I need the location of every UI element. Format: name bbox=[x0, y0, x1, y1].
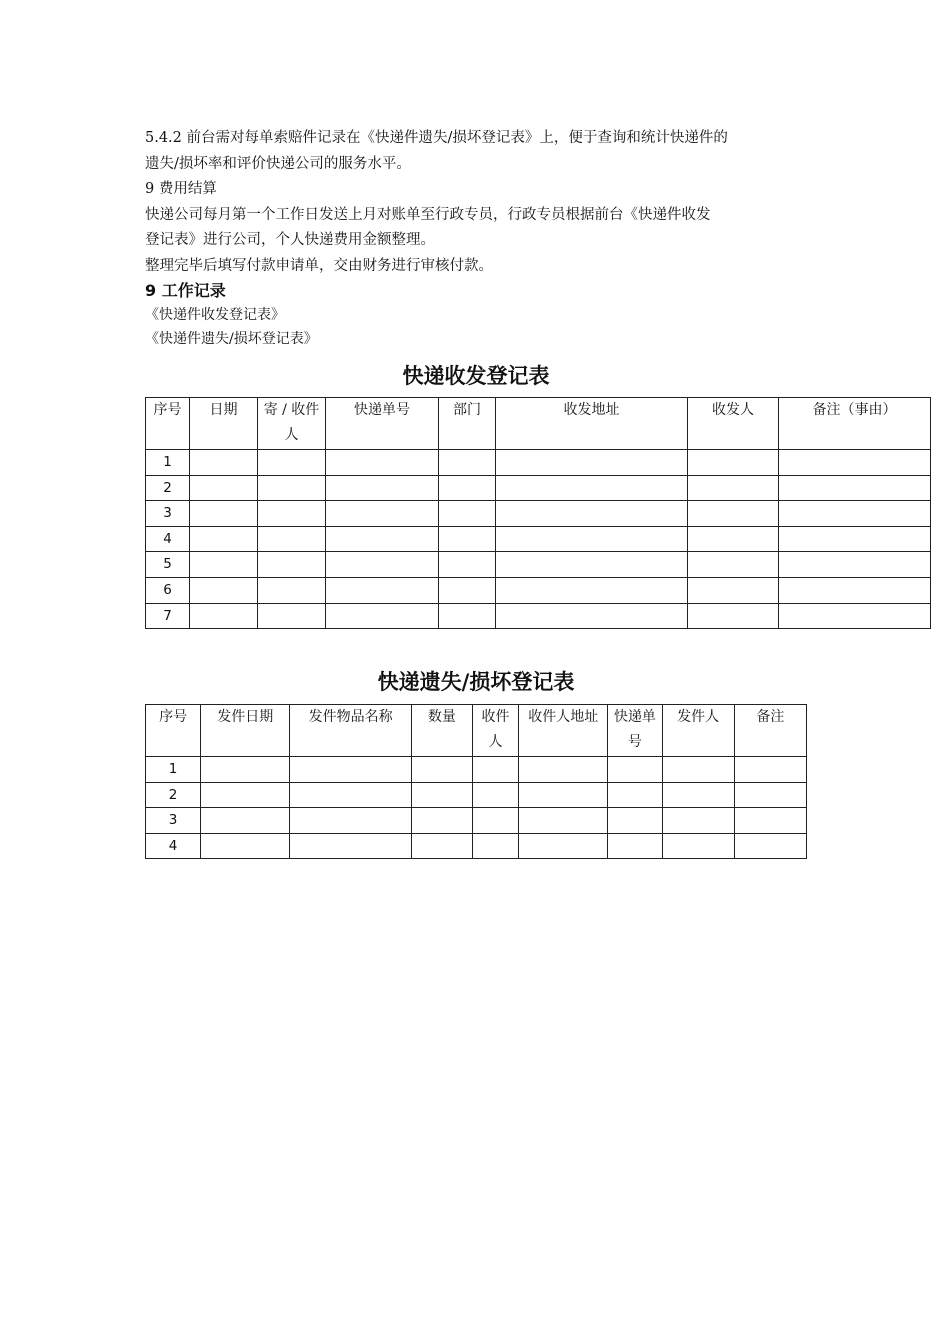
record-list-item: 《快递件收发登记表》 bbox=[145, 307, 285, 323]
empty-cell[interactable] bbox=[326, 450, 439, 476]
paragraph: 9 费用结算 bbox=[145, 181, 217, 197]
empty-cell[interactable] bbox=[290, 808, 411, 834]
empty-cell[interactable] bbox=[472, 833, 518, 859]
paragraph: 5.4.2 前台需对每单索赔件记录在《快递件遗失/损坏登记表》上，便于查询和统计快递件的 bbox=[145, 130, 728, 146]
empty-cell[interactable] bbox=[290, 833, 411, 859]
empty-cell[interactable] bbox=[688, 450, 779, 476]
table2-body bbox=[146, 757, 807, 859]
empty-cell[interactable] bbox=[290, 757, 411, 783]
empty-cell[interactable] bbox=[734, 808, 806, 834]
empty-cell[interactable] bbox=[326, 603, 439, 629]
paragraph: 整理完毕后填写付款申请单，交由财务进行审核付款。 bbox=[145, 257, 493, 274]
empty-cell[interactable] bbox=[662, 808, 734, 834]
empty-cell[interactable] bbox=[688, 603, 779, 629]
empty-cell[interactable] bbox=[608, 757, 662, 783]
header-cell: 收件人 bbox=[472, 705, 518, 757]
table-row bbox=[146, 757, 807, 783]
empty-cell[interactable] bbox=[734, 782, 806, 808]
empty-cell[interactable] bbox=[496, 526, 688, 552]
empty-cell[interactable] bbox=[779, 501, 931, 527]
row-number-cell: 4 bbox=[146, 833, 201, 859]
table-row bbox=[146, 577, 931, 603]
table-row bbox=[146, 603, 931, 629]
header-cell: 收件人地址 bbox=[519, 705, 608, 757]
table-row bbox=[146, 782, 807, 808]
empty-cell[interactable] bbox=[258, 475, 326, 501]
empty-cell[interactable] bbox=[519, 808, 608, 834]
table2-title: 快递遗失/损坏登记表 bbox=[377, 669, 575, 694]
header-cell: 收发人 bbox=[688, 398, 779, 450]
empty-cell[interactable] bbox=[662, 782, 734, 808]
empty-cell[interactable] bbox=[439, 577, 496, 603]
row-number-cell: 2 bbox=[146, 475, 190, 501]
empty-cell[interactable] bbox=[779, 603, 931, 629]
empty-cell[interactable] bbox=[608, 782, 662, 808]
paragraph: 快递公司每月第一个工作日发送上月对账单至行政专员，行政专员根据前台《快递件收发 bbox=[145, 206, 711, 223]
section-heading: 9 工作记录 bbox=[145, 281, 226, 300]
empty-cell[interactable] bbox=[258, 552, 326, 578]
table1-body bbox=[146, 450, 931, 629]
row-number-cell: 2 bbox=[146, 782, 201, 808]
empty-cell[interactable] bbox=[326, 577, 439, 603]
empty-cell[interactable] bbox=[779, 450, 931, 476]
empty-cell[interactable] bbox=[439, 552, 496, 578]
empty-cell[interactable] bbox=[519, 833, 608, 859]
empty-cell[interactable] bbox=[411, 757, 472, 783]
empty-cell[interactable] bbox=[190, 450, 258, 476]
empty-cell[interactable] bbox=[326, 526, 439, 552]
loss-damage-register-table bbox=[145, 704, 807, 859]
empty-cell[interactable] bbox=[608, 833, 662, 859]
row-number-cell: 6 bbox=[146, 577, 190, 603]
empty-cell[interactable] bbox=[662, 757, 734, 783]
empty-cell[interactable] bbox=[472, 782, 518, 808]
table-row bbox=[146, 552, 931, 578]
empty-cell[interactable] bbox=[258, 501, 326, 527]
empty-cell[interactable] bbox=[779, 475, 931, 501]
shipping-register-table bbox=[145, 397, 931, 629]
empty-cell[interactable] bbox=[496, 475, 688, 501]
empty-cell[interactable] bbox=[496, 577, 688, 603]
empty-cell[interactable] bbox=[496, 552, 688, 578]
header-cell: 发件物品名称 bbox=[290, 705, 411, 757]
row-number-cell: 1 bbox=[146, 757, 201, 783]
table-row bbox=[146, 808, 807, 834]
empty-cell[interactable] bbox=[439, 526, 496, 552]
empty-cell[interactable] bbox=[734, 757, 806, 783]
empty-cell[interactable] bbox=[662, 833, 734, 859]
empty-cell[interactable] bbox=[608, 808, 662, 834]
document-body bbox=[145, 126, 935, 351]
table-row bbox=[146, 450, 931, 476]
row-number-cell: 3 bbox=[146, 808, 201, 834]
row-number-cell: 3 bbox=[146, 501, 190, 527]
header-cell: 发件人 bbox=[662, 705, 734, 757]
empty-cell[interactable] bbox=[190, 526, 258, 552]
header-cell: 备注（事由） bbox=[779, 398, 931, 450]
empty-cell[interactable] bbox=[688, 475, 779, 501]
empty-cell[interactable] bbox=[190, 552, 258, 578]
empty-cell[interactable] bbox=[411, 808, 472, 834]
empty-cell[interactable] bbox=[258, 603, 326, 629]
empty-cell[interactable] bbox=[326, 552, 439, 578]
empty-cell[interactable] bbox=[201, 782, 290, 808]
table-row bbox=[146, 501, 931, 527]
empty-cell[interactable] bbox=[190, 501, 258, 527]
empty-cell[interactable] bbox=[190, 475, 258, 501]
empty-cell[interactable] bbox=[201, 833, 290, 859]
empty-cell[interactable] bbox=[519, 782, 608, 808]
header-cell: 数量 bbox=[411, 705, 472, 757]
header-cell: 寄 / 收件人 bbox=[258, 398, 326, 450]
empty-cell[interactable] bbox=[201, 808, 290, 834]
table-row bbox=[146, 526, 931, 552]
header-cell: 快递单号 bbox=[326, 398, 439, 450]
header-cell: 备注 bbox=[734, 705, 806, 757]
table1-title: 快递收发登记表 bbox=[402, 363, 550, 388]
empty-cell[interactable] bbox=[439, 501, 496, 527]
empty-cell[interactable] bbox=[688, 577, 779, 603]
paragraph: 登记表》进行公司，个人快递费用金额整理。 bbox=[145, 232, 435, 248]
empty-cell[interactable] bbox=[496, 501, 688, 527]
row-number-cell: 4 bbox=[146, 526, 190, 552]
empty-cell[interactable] bbox=[326, 501, 439, 527]
row-number-cell: 1 bbox=[146, 450, 190, 476]
empty-cell[interactable] bbox=[190, 603, 258, 629]
header-cell: 收发地址 bbox=[496, 398, 688, 450]
empty-cell[interactable] bbox=[688, 501, 779, 527]
empty-cell[interactable] bbox=[439, 450, 496, 476]
empty-cell[interactable] bbox=[439, 475, 496, 501]
empty-cell[interactable] bbox=[290, 782, 411, 808]
row-number-cell: 7 bbox=[146, 603, 190, 629]
empty-cell[interactable] bbox=[411, 782, 472, 808]
empty-cell[interactable] bbox=[258, 450, 326, 476]
empty-cell[interactable] bbox=[779, 577, 931, 603]
empty-cell[interactable] bbox=[779, 526, 931, 552]
empty-cell[interactable] bbox=[496, 603, 688, 629]
empty-cell[interactable] bbox=[519, 757, 608, 783]
paragraph: 遗失/损坏率和评价快递公司的服务水平。 bbox=[145, 155, 411, 172]
empty-cell[interactable] bbox=[472, 808, 518, 834]
record-list-item: 《快递件遗失/损坏登记表》 bbox=[145, 331, 318, 347]
header-cell: 序号 bbox=[146, 398, 190, 450]
table-row bbox=[146, 475, 931, 501]
empty-cell[interactable] bbox=[688, 526, 779, 552]
header-cell: 发件日期 bbox=[201, 705, 290, 757]
empty-cell[interactable] bbox=[411, 833, 472, 859]
empty-cell[interactable] bbox=[688, 552, 779, 578]
header-cell: 部门 bbox=[439, 398, 496, 450]
header-cell: 序号 bbox=[146, 705, 201, 757]
table-row bbox=[146, 833, 807, 859]
empty-cell[interactable] bbox=[190, 577, 258, 603]
empty-cell[interactable] bbox=[439, 603, 496, 629]
header-cell: 日期 bbox=[190, 398, 258, 450]
empty-cell[interactable] bbox=[472, 757, 518, 783]
empty-cell[interactable] bbox=[258, 526, 326, 552]
empty-cell[interactable] bbox=[258, 577, 326, 603]
header-cell: 快递单号 bbox=[608, 705, 662, 757]
empty-cell[interactable] bbox=[326, 475, 439, 501]
empty-cell[interactable] bbox=[779, 552, 931, 578]
empty-cell[interactable] bbox=[201, 757, 290, 783]
row-number-cell: 5 bbox=[146, 552, 190, 578]
empty-cell[interactable] bbox=[496, 450, 688, 476]
empty-cell[interactable] bbox=[734, 833, 806, 859]
